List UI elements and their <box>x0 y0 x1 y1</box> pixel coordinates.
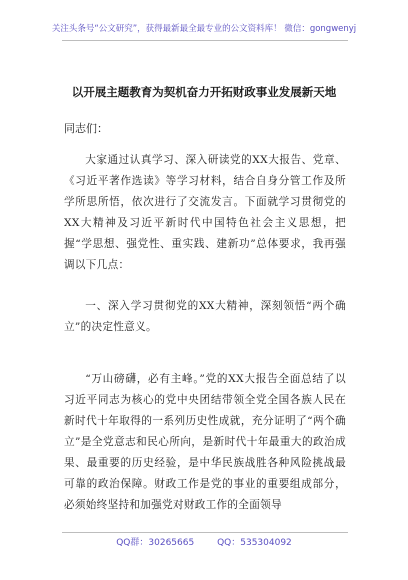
footer-contact <box>0 535 408 548</box>
footer-divider <box>62 532 348 533</box>
document-title: 以开展主题教育为契机奋力开拓财政事业发展新天地 <box>71 85 337 99</box>
qq-group-number: QQ群：30265665 <box>116 538 195 548</box>
paragraph-heading-one: 一、深入学习贯彻党的XX大精神，深刻领悟“两个确立”的决定性意义。 <box>64 300 346 333</box>
header-note: 关注头条号“公文研究”，获得最新最全最专业的公文资料库！ 微信：gongwenyj <box>51 24 357 34</box>
paragraph-body: “万山磅礴，必有主峰。”党的XX大报告全面总结了以习近平同志为核心的党中央团结带领全党全国各族人民在新时代十年取得的一系列历史性成就，充分证明了“两个确立”是全党意志和民心所向，是新时代十年最重大的政治成果、最重要的历史经验，是中华民族战胜各种风险挑战最可靠的政治保障。财政工作是党的事业的重要组成部分，必须始终坚持和加强党对财政工作的全面领导 <box>64 373 346 511</box>
header-divider <box>62 40 348 41</box>
qq-number: QQ：535304092 <box>217 538 292 548</box>
paragraph-intro: 大家通过认真学习、深入研读党的XX大报告、党章、《习近平著作选读》等学习材料，结合自身分管工作及所学所思所悟，依次进行了交流发言。下面就学习贯彻党的XX大精神及习近平新时代中国特色社会主义思想，把握“学思想、强党性、重实践、建新功”总体要求，我再强调以下几点： <box>64 154 346 271</box>
salutation: 同志们： <box>64 122 108 135</box>
